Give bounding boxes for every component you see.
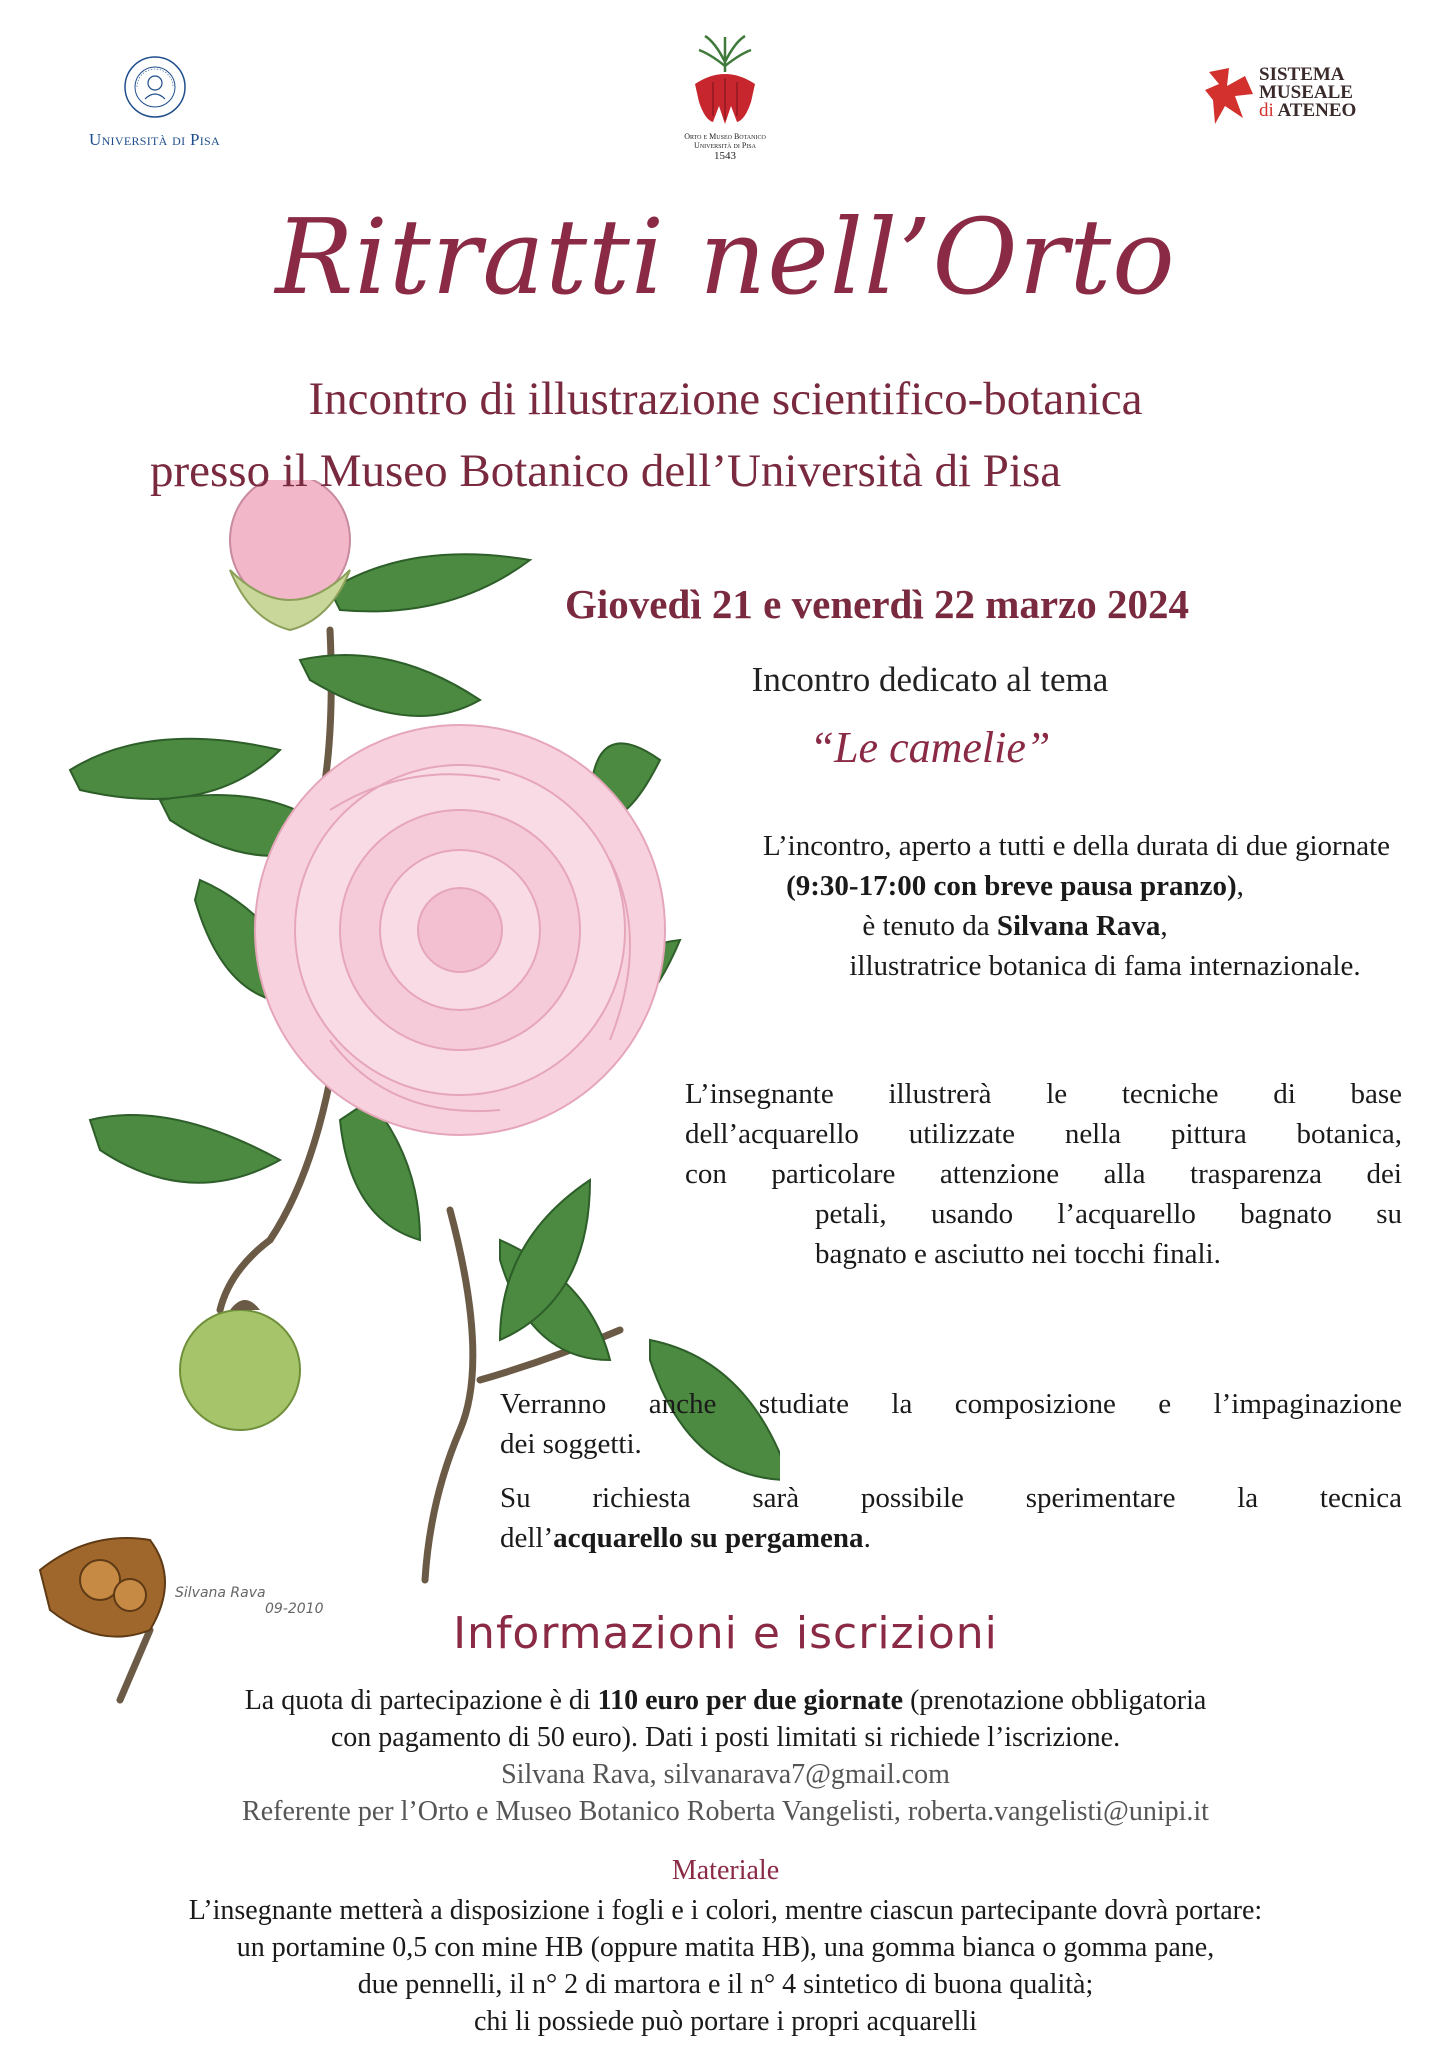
info-block	[0, 1682, 1451, 1830]
signature-name: Silvana Rava	[175, 1585, 266, 1601]
info-line1-pre: La quota di partecipazione è di	[244, 1685, 598, 1716]
info-fee-line	[0, 1682, 1451, 1719]
p1-line1: L’incontro, aperto a tutti e della durata di due giornate	[762, 830, 1390, 862]
p2-line4: petali, usando l’acquarello bagnato su	[815, 1198, 1402, 1230]
university-name: Università di Pisa	[89, 130, 220, 149]
p1-line2-tail: ,	[1236, 870, 1244, 902]
p2-line3: con particolare attenzione alla trasparenza dei	[685, 1158, 1402, 1190]
p1-line2	[640, 866, 1390, 906]
paragraph-intro	[640, 826, 1390, 986]
sistema-museale-text	[1259, 66, 1356, 120]
schedule-text: (9:30-17:00 con breve pausa pranzo)	[786, 870, 1237, 902]
materials-line2: un portamine 0,5 con mine HB (oppure matita HB), una gomma bianca o gomma pane,	[236, 1932, 1215, 1963]
sistema-museale-mark-icon	[1205, 66, 1257, 126]
logo-sistema-museale	[1205, 64, 1405, 136]
fritillaria-flower-icon	[675, 32, 775, 127]
sma-line2: MUSEALE	[1259, 82, 1353, 103]
materials-block	[0, 1892, 1451, 2040]
materials-line1: L’insegnante metterà a disposizione i fogli e i colori, mentre ciascun partecipante dovrà portare:	[188, 1895, 1263, 1926]
contact-silvana: Silvana Rava, silvanarava7@gmail.com	[501, 1759, 950, 1790]
p1-line3-tail: ,	[1160, 910, 1168, 942]
p2-line5: bagnato e asciutto nei tocchi finali.	[815, 1238, 1221, 1270]
sma-line3	[1259, 102, 1356, 120]
theme-intro: Incontro dedicato al tema	[751, 660, 1109, 699]
info-title: Informazioni e iscrizioni	[453, 1608, 998, 1659]
contact-referente: Referente per l’Orto e Museo Botanico Roberta Vangelisti, roberta.vangelisti@unipi.it	[242, 1796, 1209, 1827]
p4-line2-tail: .	[863, 1522, 871, 1554]
p3-line1: Verranno anche studiate la composizione e l’impaginazione	[500, 1388, 1402, 1420]
orto-year: 1543	[714, 150, 736, 162]
logo-universita-di-pisa	[62, 55, 247, 150]
parchment-technique: acquarello su pergamena	[553, 1522, 864, 1554]
info-line2: con pagamento di 50 euro). Dati i posti limitati si richiede l’iscrizione.	[330, 1722, 1121, 1753]
orto-name-line2: Università di Pisa	[694, 141, 756, 150]
camellia-bud	[230, 480, 350, 630]
paragraph-techniques	[685, 1074, 1402, 1274]
poster-title: Ritratti nell’Orto	[275, 196, 1176, 318]
orto-name-line1: Orto e Museo Botanico	[684, 132, 766, 141]
signature-date: 09-2010	[265, 1601, 324, 1617]
sma-line1: SISTEMA	[1259, 64, 1345, 85]
p4-line1: Su richiesta sarà possibile sperimentare la tecnica	[500, 1482, 1402, 1514]
event-dates: Giovedì 21 e venerdì 22 marzo 2024	[565, 581, 1190, 627]
subtitle-line2: presso il Museo Botanico dell’Università di Pisa	[150, 445, 1062, 497]
camellia-fruit	[180, 1300, 300, 1430]
fee-amount: 110 euro per due giornate	[597, 1685, 904, 1716]
p2-line2: dell’acquarello utilizzate nella pittura botanica,	[685, 1118, 1402, 1150]
info-line1-tail: (prenotazione obbligatoria	[903, 1685, 1207, 1716]
p1-line4: illustratrice botanica di fama internazionale.	[849, 950, 1361, 982]
p2-line1: L’insegnante illustrerà le tecniche di base	[685, 1078, 1402, 1110]
p1-line3	[640, 906, 1390, 946]
theme-name: “Le camelie”	[809, 723, 1051, 772]
materials-line3: due pennelli, il n° 2 di martora e il n° 4 sintetico di buona qualità;	[357, 1969, 1094, 2000]
materials-title: Materiale	[671, 1855, 780, 1886]
logo-orto-botanico	[660, 32, 790, 162]
camellia-flower	[255, 725, 665, 1135]
p4-line2-pre: dell’	[500, 1522, 554, 1554]
p3-line2: dei soggetti.	[500, 1428, 642, 1460]
teacher-name: Silvana Rava	[996, 910, 1161, 942]
sma-di: di	[1259, 100, 1274, 121]
paragraph-composition	[500, 1384, 1402, 1558]
subtitle-line1: Incontro di illustrazione scientifico-botanica	[308, 373, 1143, 425]
materials-line4: chi li possiede può portare i propri acquarelli	[473, 2006, 978, 2037]
university-seal-icon	[123, 55, 187, 119]
p1-line3-pre: è tenuto da	[862, 910, 997, 942]
sma-ateneo: ATENEO	[1277, 100, 1357, 121]
p4-line2	[500, 1518, 1402, 1558]
